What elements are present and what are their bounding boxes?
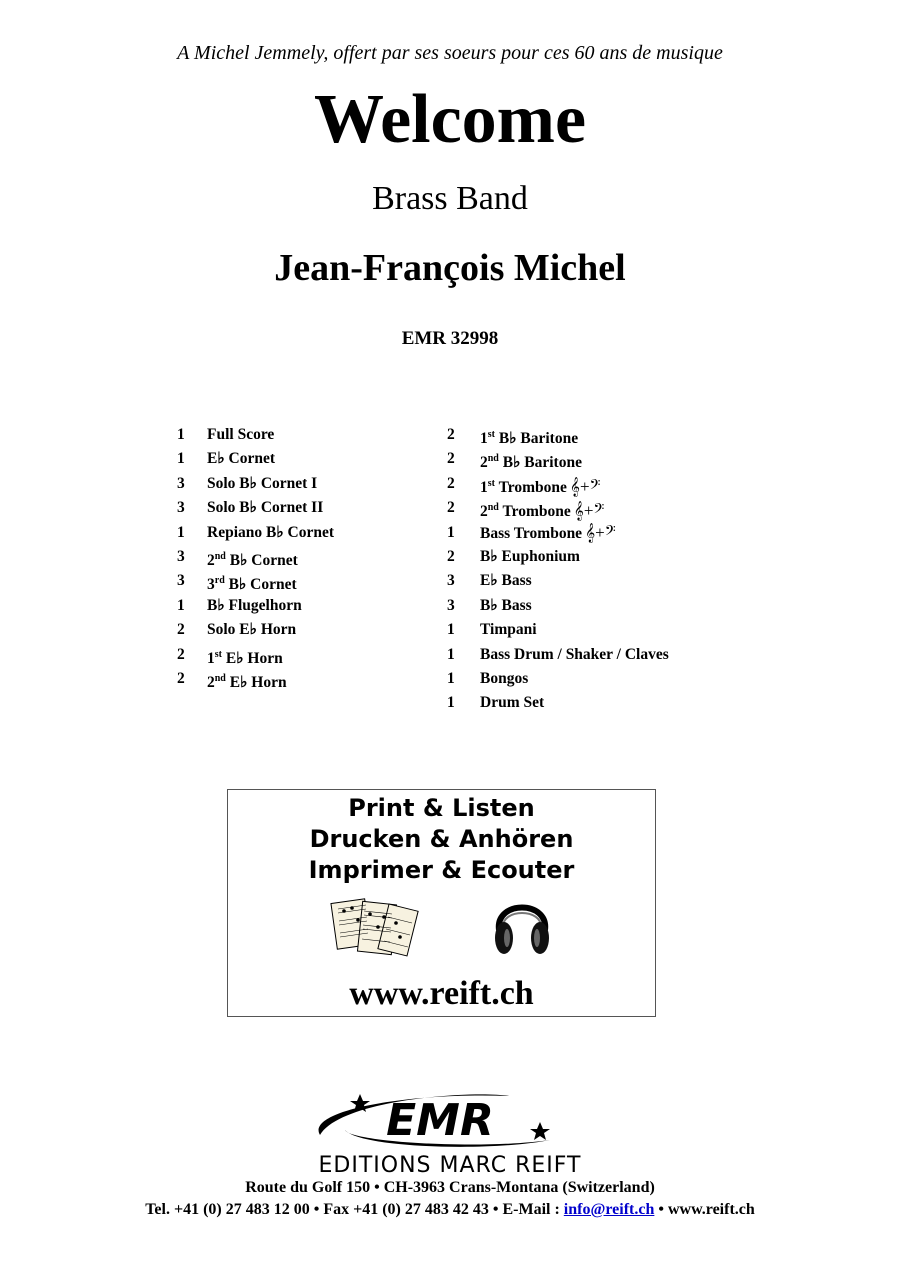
- part-name-main: 1: [207, 649, 215, 667]
- part-name-rest: E♭ Horn: [225, 674, 287, 692]
- part-row: [177, 645, 334, 669]
- part-quantity: 1: [447, 523, 455, 541]
- part-name: [480, 571, 532, 595]
- part-row: [447, 449, 669, 473]
- part-quantity: 2: [447, 499, 455, 517]
- part-name: [207, 596, 302, 620]
- part-name-main: Bongos: [480, 669, 529, 687]
- part-name-main: 3: [207, 576, 215, 594]
- part-row: [177, 425, 334, 449]
- part-row: [177, 596, 334, 620]
- part-row: [447, 620, 669, 644]
- emr-logo-text: EMR: [386, 1095, 494, 1146]
- part-name-main: Timpani: [480, 621, 537, 639]
- clef-icon: 𝄞+𝄢: [569, 476, 601, 496]
- part-name-main: B♭ Flugelhorn: [207, 596, 302, 614]
- part-name-main: Solo B♭ Cornet II: [207, 499, 324, 517]
- part-quantity: 1: [177, 596, 185, 614]
- part-row: [177, 620, 334, 644]
- part-row: [177, 449, 334, 473]
- part-name-rest: B♭ Cornet: [224, 576, 297, 594]
- part-name-main: Repiano B♭ Cornet: [207, 523, 335, 541]
- ordinal-suffix: st: [487, 429, 495, 440]
- part-row: [177, 474, 334, 498]
- part-name: [207, 547, 298, 571]
- part-row: [447, 547, 669, 571]
- part-name: [480, 645, 669, 669]
- part-name-main: B♭ Euphonium: [480, 547, 580, 565]
- part-row: [177, 571, 334, 595]
- part-name-rest: Trombone: [498, 503, 571, 521]
- part-name-main: Solo B♭ Cornet I: [207, 474, 318, 492]
- part-row: [447, 498, 669, 522]
- part-quantity: 3: [447, 572, 455, 590]
- publisher-contact: [0, 1201, 900, 1219]
- ordinal-suffix: st: [487, 477, 495, 489]
- part-quantity: 2: [447, 426, 455, 443]
- part-quantity: 3: [177, 499, 185, 517]
- part-name: [207, 449, 275, 473]
- ordinal-suffix: rd: [214, 575, 225, 587]
- part-name: [207, 669, 287, 693]
- publisher-name: EDITIONS MARC REIFT: [318, 1153, 582, 1178]
- part-name: [480, 449, 582, 473]
- page-title: Welcome: [313, 81, 587, 158]
- part-name: [480, 669, 528, 693]
- part-quantity: 1: [447, 621, 455, 639]
- composer: Jean-François Michel: [274, 247, 626, 289]
- part-name-main: B♭ Bass: [480, 596, 532, 614]
- part-quantity: 1: [177, 426, 185, 443]
- promo-line-1: Print & Listen: [348, 794, 535, 822]
- promo-line-2: Drucken & Anhören: [309, 825, 574, 853]
- part-name: [207, 498, 323, 522]
- contact-prefix: Tel. +41 (0) 27 483 12 00 • Fax +41 (0) 27 483 42 43 • E-Mail :: [145, 1201, 564, 1218]
- part-quantity: 2: [447, 547, 455, 565]
- part-name-main: 2: [480, 503, 488, 521]
- part-row: [447, 645, 669, 669]
- catalog-number: EMR 32998: [401, 328, 499, 349]
- part-name: [480, 596, 532, 620]
- ordinal-suffix: nd: [487, 502, 499, 514]
- part-name-rest: Trombone: [494, 478, 567, 496]
- ordinal-suffix: nd: [214, 550, 226, 562]
- part-row: [447, 474, 669, 498]
- clef-icon: 𝄞+𝄢: [573, 501, 605, 521]
- emr-logo: [250, 1090, 650, 1180]
- part-name: [480, 425, 578, 449]
- part-quantity: 3: [177, 474, 185, 492]
- part-name-main: 2: [480, 454, 488, 472]
- part-row: [447, 669, 669, 693]
- part-quantity: 2: [447, 450, 455, 468]
- part-name-rest: Full Score: [207, 426, 275, 443]
- part-name-rest: B♭ Cornet: [225, 552, 298, 570]
- part-row: [177, 669, 334, 693]
- part-name-rest: B♭ Baritone: [494, 430, 579, 448]
- promo-line-3: Imprimer & Ecouter: [308, 856, 575, 884]
- part-name: [207, 425, 274, 449]
- part-name-main: Bass Drum / Shaker / Claves: [480, 645, 669, 663]
- dedication: A Michel Jemmely, offert par ses soeurs pour ces 60 ans de musique: [177, 42, 723, 64]
- parts-list-right: [447, 425, 669, 718]
- print-listen-box: [227, 789, 656, 1017]
- clef-icon: 𝄞+𝄢: [585, 522, 616, 542]
- email-link[interactable]: info@reift.ch: [563, 1201, 655, 1218]
- part-name-main: Drum Set: [480, 694, 545, 712]
- part-row: [177, 498, 334, 522]
- part-quantity: 1: [447, 694, 455, 712]
- part-row: [447, 693, 669, 717]
- part-quantity: 1: [447, 645, 455, 663]
- part-name: [207, 523, 334, 547]
- subtitle: Brass Band: [372, 180, 528, 217]
- sheet-music-icon: [328, 893, 423, 963]
- parts-list-left: [177, 425, 334, 693]
- part-row: [447, 425, 669, 449]
- part-name-main: 1: [480, 430, 488, 448]
- part-row: [447, 596, 669, 620]
- part-row: [447, 571, 669, 595]
- publisher-address: Route du Golf 150 • CH-3963 Crans-Montana (Switzerland): [245, 1179, 655, 1196]
- part-name-main: E♭ Bass: [480, 572, 532, 590]
- part-name: [480, 474, 600, 498]
- part-name-rest: E♭ Horn: [221, 649, 283, 667]
- part-quantity: 3: [177, 572, 185, 590]
- part-name: [207, 620, 296, 644]
- part-quantity: 1: [177, 523, 185, 541]
- part-quantity: 3: [177, 547, 185, 565]
- ordinal-suffix: nd: [487, 453, 499, 465]
- part-quantity: 2: [177, 669, 185, 687]
- part-quantity: 3: [447, 596, 455, 614]
- part-name-main: Bass Trombone: [480, 524, 583, 542]
- part-name: [480, 523, 616, 547]
- part-row: [177, 547, 334, 571]
- part-quantity: 2: [177, 645, 185, 663]
- part-name-main: 2: [207, 674, 215, 692]
- part-name: [207, 571, 297, 595]
- ordinal-suffix: st: [214, 648, 222, 660]
- part-name-main: Solo E♭ Horn: [207, 621, 297, 639]
- contact-suffix: • www.reift.ch: [654, 1201, 755, 1218]
- part-name: [207, 645, 283, 669]
- ordinal-suffix: nd: [214, 672, 226, 684]
- part-quantity: 2: [447, 474, 455, 492]
- part-name-main: 1: [480, 478, 488, 496]
- part-row: [447, 523, 669, 547]
- part-name: [480, 620, 537, 644]
- part-quantity: 2: [177, 621, 185, 639]
- part-name-main: E♭ Cornet: [207, 450, 276, 468]
- part-name: [207, 474, 317, 498]
- part-name-main: 2: [207, 552, 215, 570]
- part-name: [480, 693, 544, 717]
- part-quantity: 1: [447, 669, 455, 687]
- part-row: [177, 523, 334, 547]
- part-name-rest: B♭ Baritone: [498, 454, 582, 472]
- headphones-icon: [491, 890, 553, 956]
- part-name: [480, 498, 604, 522]
- part-quantity: 1: [177, 450, 185, 468]
- promo-url[interactable]: www.reift.ch: [349, 975, 534, 1012]
- part-name: [480, 547, 580, 571]
